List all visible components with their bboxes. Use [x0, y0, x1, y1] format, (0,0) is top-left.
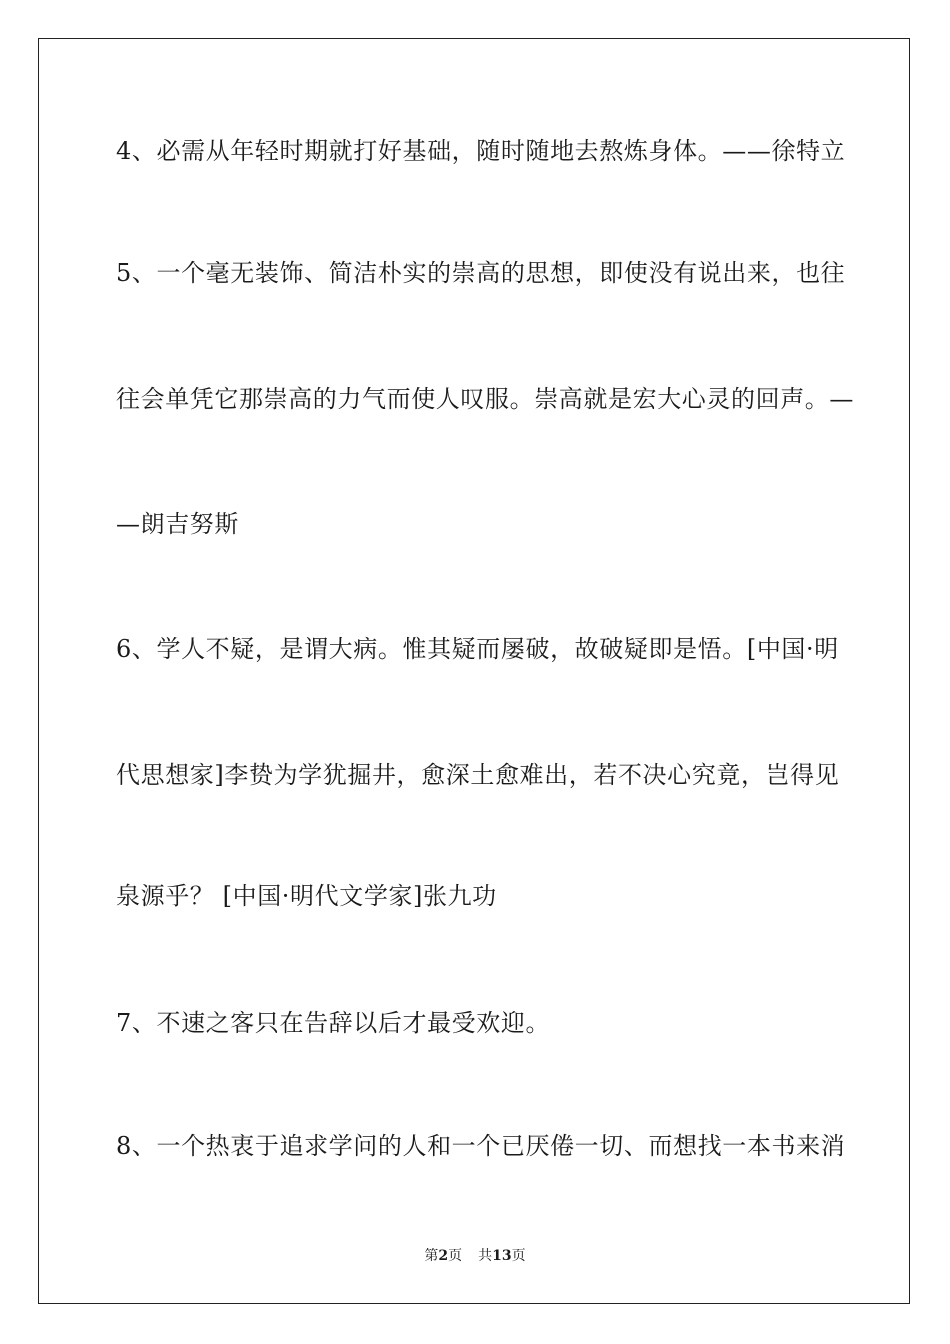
total-suffix: 页 — [511, 1248, 526, 1264]
total-pages: 13 — [492, 1248, 512, 1264]
text-line-4: —朗吉努斯 — [116, 510, 239, 538]
page-border — [38, 38, 910, 1304]
text-line-2: 5、一个毫无装饰、简洁朴实的崇高的思想，即使没有说出来，也往 — [116, 259, 846, 287]
page-footer — [0, 1247, 950, 1265]
page-number: 2 — [438, 1248, 449, 1264]
text-line-7: 泉源乎？ [中国·明代文学家]张九功 — [116, 882, 497, 910]
page-suffix: 页 — [448, 1248, 463, 1264]
total-prefix: 共 — [478, 1248, 493, 1264]
text-line-8: 7、不速之客只在告辞以后才最受欢迎。 — [116, 1009, 551, 1037]
text-line-3: 往会单凭它那崇高的力气而使人叹服。崇高就是宏大心灵的回声。— — [116, 385, 854, 413]
text-line-1: 4、必需从年轻时期就打好基础，随时随地去熬炼身体。——徐特立 — [116, 137, 846, 165]
text-line-6: 代思想家]李贽为学犹掘井，愈深土愈难出，若不决心究竟，岂得见 — [116, 761, 840, 789]
text-line-9: 8、一个热衷于追求学问的人和一个已厌倦一切、而想找一本书来消 — [116, 1132, 846, 1160]
text-line-5: 6、学人不疑，是谓大病。惟其疑而屡破，故破疑即是悟。[中国·明 — [116, 635, 839, 663]
page-prefix: 第 — [424, 1248, 439, 1264]
